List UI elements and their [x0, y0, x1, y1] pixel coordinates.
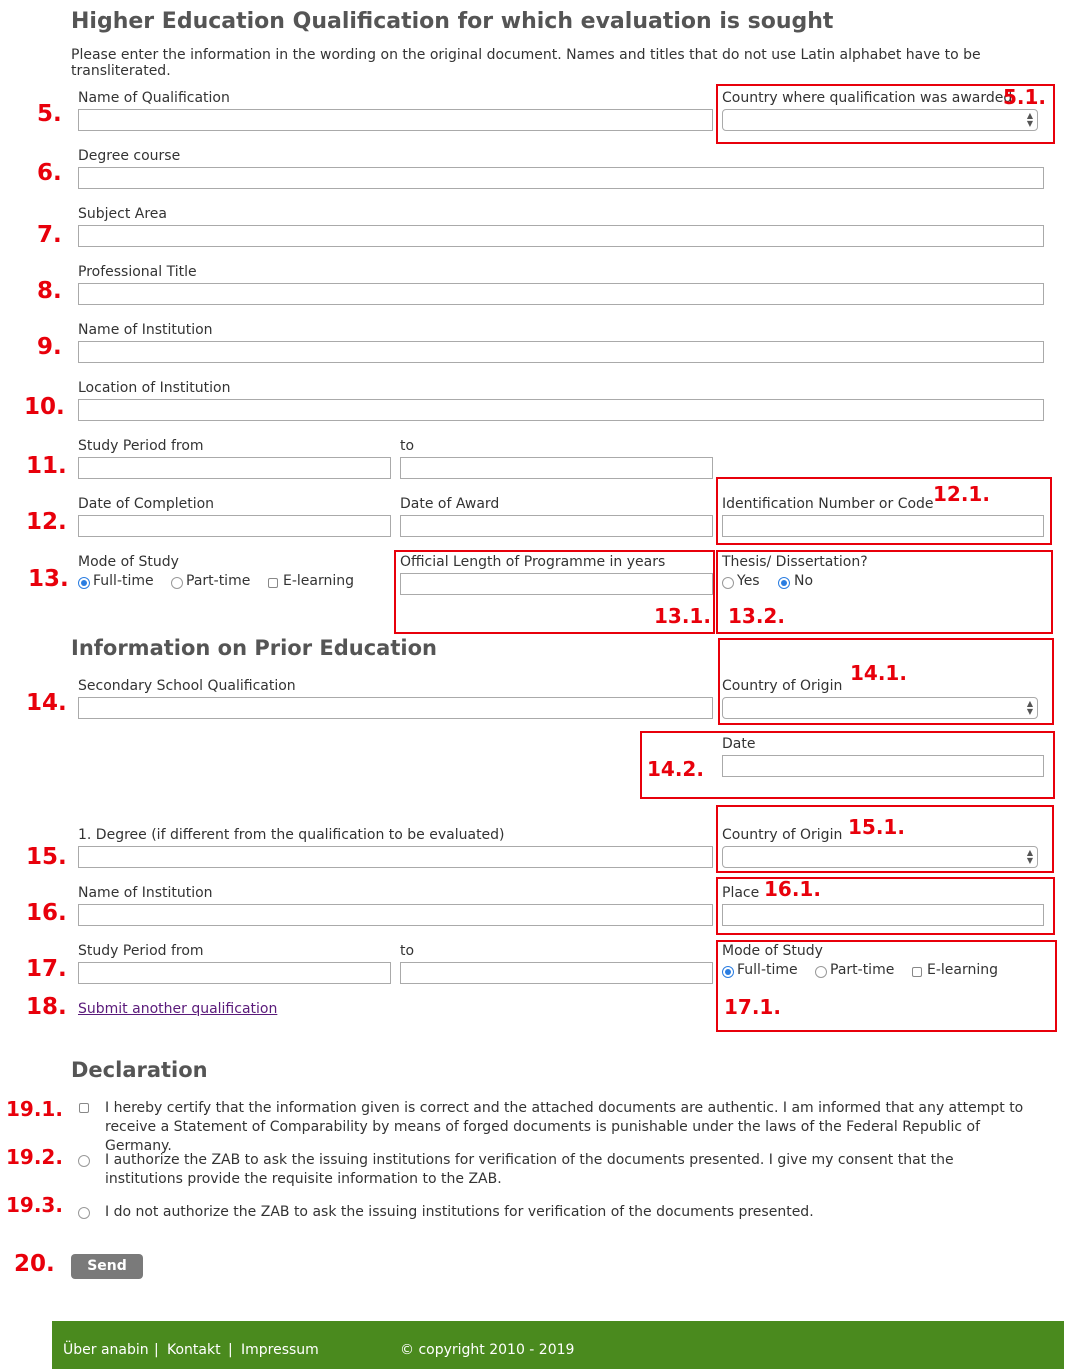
official-length-label: Official Length of Programme in years — [400, 554, 666, 570]
submit-another-qualification-link[interactable]: Submit another qualification — [78, 1001, 278, 1017]
select-arrows-icon: ▲ ▼ — [1026, 848, 1033, 865]
country-of-origin-2-select[interactable] — [722, 846, 1038, 868]
annotation-17-1: 17.1. — [724, 995, 781, 1019]
send-button[interactable]: Send — [71, 1254, 143, 1279]
official-length-input[interactable] — [400, 573, 713, 595]
study-period-from-label: Study Period from — [78, 438, 204, 454]
annotation-14-1: 14.1. — [850, 661, 907, 685]
annotation-14: 14. — [26, 690, 67, 716]
annotation-19-1: 19.1. — [6, 1097, 63, 1121]
mode-part-time-radio[interactable] — [171, 577, 183, 589]
footer-separator: | — [154, 1342, 159, 1358]
country-of-origin-2-label: Country of Origin — [722, 827, 843, 843]
date-input[interactable] — [722, 755, 1044, 777]
identification-number-input[interactable] — [722, 515, 1044, 537]
identification-number-label: Identification Number or Code — [722, 496, 934, 512]
prior-study-period-to-label: to — [400, 943, 415, 959]
study-period-to-input[interactable] — [400, 457, 713, 479]
footer-copyright: © copyright 2010 - 2019 — [400, 1342, 575, 1358]
annotation-19-3: 19.3. — [6, 1193, 63, 1217]
declaration-1-checkbox[interactable] — [79, 1103, 89, 1113]
prior-mode-part-time-radio[interactable] — [815, 966, 827, 978]
prior-name-of-institution-input[interactable] — [78, 904, 713, 926]
prior-study-period-to-input[interactable] — [400, 962, 713, 984]
study-period-to-label: to — [400, 438, 415, 454]
annotation-17: 17. — [26, 956, 67, 982]
thesis-yes-label: Yes — [737, 573, 760, 589]
declaration-heading: Declaration — [71, 1058, 208, 1082]
select-arrows-icon: ▲ ▼ — [1026, 111, 1033, 128]
mode-part-time-label: Part-time — [186, 573, 251, 589]
degree-input[interactable] — [78, 846, 713, 868]
annotation-5-1: 5.1. — [1003, 85, 1047, 109]
date-of-completion-input[interactable] — [78, 515, 391, 537]
date-of-award-input[interactable] — [400, 515, 713, 537]
footer-link-kontakt[interactable]: Kontakt — [167, 1342, 221, 1358]
date-of-completion-label: Date of Completion — [78, 496, 215, 512]
annotation-15-1: 15.1. — [848, 815, 905, 839]
prior-mode-full-time-radio[interactable] — [722, 966, 734, 978]
prior-mode-part-time-label: Part-time — [830, 962, 895, 978]
page-title: Higher Education Qualification for which evaluation is sought — [71, 9, 834, 34]
declaration-3-text: I do not authorize the ZAB to ask the issuing institutions for verification of the documents presented. — [105, 1204, 814, 1220]
thesis-no-label: No — [794, 573, 814, 589]
annotation-18: 18. — [26, 994, 67, 1020]
degree-label: 1. Degree (if different from the qualification to be evaluated) — [78, 827, 505, 843]
annotation-8: 8. — [37, 278, 62, 304]
country-of-origin-select[interactable] — [722, 697, 1038, 719]
declaration-2-radio[interactable] — [78, 1155, 90, 1167]
annotation-16: 16. — [26, 900, 67, 926]
prior-name-of-institution-label: Name of Institution — [78, 885, 213, 901]
mode-of-study-label: Mode of Study — [78, 554, 179, 570]
subject-area-input[interactable] — [78, 225, 1044, 247]
declaration-2-text: I authorize the ZAB to ask the issuing institutions for verification of the documents presented. I give my consent that the institutions provide the requisite information to the ZAB. — [105, 1152, 954, 1187]
mode-full-time-radio[interactable] — [78, 577, 90, 589]
declaration-1-text: I hereby certify that the information given is correct and the attached documents are authentic. I am informed that any attempt to receive a Statement of Comparability by means of forged documents is punishable under the laws of the Federal Republic of Germany. — [105, 1100, 1024, 1154]
professional-title-input[interactable] — [78, 283, 1044, 305]
annotation-11: 11. — [26, 453, 67, 479]
footer-link-impressum[interactable]: Impressum — [241, 1342, 319, 1358]
prior-mode-e-learning-checkbox[interactable] — [912, 967, 922, 977]
place-label: Place — [722, 885, 760, 901]
prior-study-period-from-label: Study Period from — [78, 943, 204, 959]
annotation-19-2: 19.2. — [6, 1145, 63, 1169]
annotation-20: 20. — [14, 1251, 55, 1277]
annotation-6: 6. — [37, 160, 62, 186]
country-awarded-select[interactable] — [722, 109, 1038, 131]
annotation-12-1: 12.1. — [933, 482, 990, 506]
degree-course-label: Degree course — [78, 148, 181, 164]
location-of-institution-label: Location of Institution — [78, 380, 231, 396]
location-of-institution-input[interactable] — [78, 399, 1044, 421]
country-awarded-label: Country where qualification was awarded — [722, 90, 1013, 106]
professional-title-label: Professional Title — [78, 264, 197, 280]
footer-separator: | — [228, 1342, 233, 1358]
prior-mode-of-study-label: Mode of Study — [722, 943, 823, 959]
annotation-10: 10. — [24, 394, 65, 420]
date-label: Date — [722, 736, 756, 752]
name-of-qualification-input[interactable] — [78, 109, 713, 131]
annotation-13-1: 13.1. — [654, 604, 711, 628]
thesis-no-radio[interactable] — [778, 577, 790, 589]
thesis-label: Thesis/ Dissertation? — [722, 554, 868, 570]
mode-e-learning-label: E-learning — [283, 573, 355, 589]
annotation-12: 12. — [26, 509, 67, 535]
annotation-13: 13. — [28, 566, 69, 592]
annotation-16-1: 16.1. — [764, 877, 821, 901]
secondary-school-label: Secondary School Qualification — [78, 678, 296, 694]
prior-mode-e-learning-label: E-learning — [927, 962, 999, 978]
subject-area-label: Subject Area — [78, 206, 168, 222]
declaration-3-radio[interactable] — [78, 1207, 90, 1219]
annotation-15: 15. — [26, 844, 67, 870]
footer-link-uber-anabin[interactable]: Über anabin — [63, 1342, 149, 1358]
place-input[interactable] — [722, 904, 1044, 926]
prior-mode-full-time-label: Full-time — [737, 962, 798, 978]
annotation-13-2: 13.2. — [728, 604, 785, 628]
annotation-7: 7. — [37, 222, 62, 248]
mode-e-learning-checkbox[interactable] — [268, 578, 278, 588]
select-arrows-icon: ▲ ▼ — [1026, 699, 1033, 716]
mode-full-time-label: Full-time — [93, 573, 154, 589]
name-of-institution-label: Name of Institution — [78, 322, 213, 338]
degree-course-input[interactable] — [78, 167, 1044, 189]
study-period-from-input[interactable] — [78, 457, 391, 479]
name-of-institution-input[interactable] — [78, 341, 1044, 363]
secondary-school-input[interactable] — [78, 697, 713, 719]
thesis-yes-radio[interactable] — [722, 577, 734, 589]
annotation-9: 9. — [37, 334, 62, 360]
intro-text: Please enter the information in the wording on the original document. Names and titles that do not use Latin alphabet have to be transliterated. — [71, 47, 981, 79]
prior-study-period-from-input[interactable] — [78, 962, 391, 984]
name-of-qualification-label: Name of Qualification — [78, 90, 230, 106]
country-of-origin-label: Country of Origin — [722, 678, 843, 694]
annotation-5: 5. — [37, 101, 62, 127]
date-of-award-label: Date of Award — [400, 496, 500, 512]
annotation-14-2: 14.2. — [647, 757, 704, 781]
footer — [52, 1321, 1064, 1369]
prior-education-heading: Information on Prior Education — [71, 636, 437, 660]
